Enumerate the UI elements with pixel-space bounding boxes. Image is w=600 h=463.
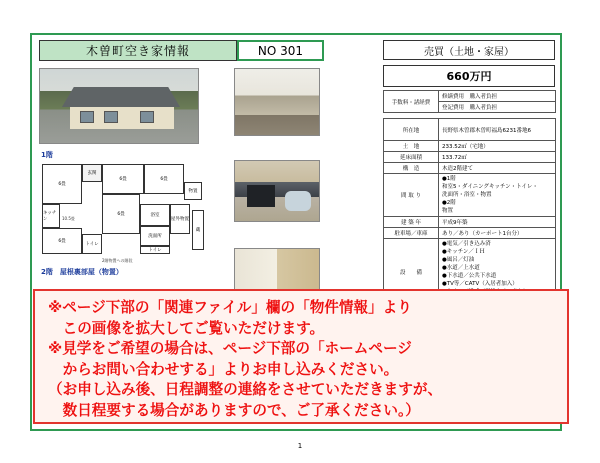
room-entrance: 玄関 <box>82 164 102 182</box>
layout-label: 間 取 り <box>384 174 439 217</box>
house-window <box>104 111 118 123</box>
parking-value: あり／あり（カーポート1台分） <box>439 228 556 239</box>
floor-area-label: 延床面積 <box>384 152 439 163</box>
fee-label: 手数料・諸経費 <box>384 91 439 113</box>
house-roof <box>62 87 180 107</box>
room-r5: 6畳 <box>102 194 140 234</box>
parking-label: 駐車場／車庫 <box>384 228 439 239</box>
equipment-line: ●TV等／CATV（入居者加入） <box>442 281 518 287</box>
land-label: 土 地 <box>384 141 439 152</box>
room-kitchen: キッチン <box>42 204 60 228</box>
house-exterior-photo <box>39 68 199 144</box>
built-label: 建 築 年 <box>384 217 439 228</box>
floor-area-value: 133.72㎡ <box>439 152 556 163</box>
sale-price: 660万円 <box>383 65 555 87</box>
notice-line: （お申し込み後、日程調整の連絡をさせていただきますが、 <box>48 381 443 398</box>
sale-type: 売買（土地・家屋） <box>383 40 555 60</box>
plan-note-stairs: 2階物置への階段 <box>102 258 133 263</box>
room-r3: 6畳 <box>144 164 184 194</box>
structure-value: 木造2階建て <box>439 163 556 174</box>
equipment-label: 設 備 <box>384 239 439 306</box>
equipment-line: ●下水道／公共下水道 <box>442 273 497 279</box>
spec-table <box>383 118 556 306</box>
built-value: 平成9年築 <box>439 217 556 228</box>
fee-row-registration: 登記費用 購入者負担 <box>439 102 556 113</box>
page-number: 1 <box>297 442 303 450</box>
layout-line: 洗面所・浴室・物置 <box>442 192 492 198</box>
floor1-label: 1階 <box>41 151 53 159</box>
tv-object <box>247 185 275 207</box>
property-number: NO 301 <box>237 40 324 61</box>
notice-line: 数日程要する場合がありますので、ご了承ください。） <box>48 401 420 419</box>
room-storage: 物置 <box>184 182 202 200</box>
notice-line: ※見学をご希望の場合は、ページ下部の「ホームページ <box>48 340 412 357</box>
floor2-label: 2階 屋根裏部屋（物置） <box>41 268 123 276</box>
equipment-line: ●水道／上水道 <box>442 265 480 271</box>
room-r2: 6畳 <box>102 164 144 194</box>
layout-value <box>439 174 556 217</box>
room-photo <box>234 160 320 222</box>
page-title: 木曽町空き家情報 <box>39 40 237 61</box>
bag-object <box>285 191 311 211</box>
room-shed: 蔵 <box>192 210 204 250</box>
floor-plan <box>38 160 206 263</box>
land-value: 233.52㎡（宅地） <box>439 141 556 152</box>
kitchen-photo <box>234 68 320 136</box>
house-window <box>80 111 94 123</box>
structure-label: 構 造 <box>384 163 439 174</box>
fee-row-repair: 修繕費用 購入者負担 <box>439 91 556 102</box>
room-r4: 6畳 <box>42 228 82 254</box>
plan-note-size: 10.5畳 <box>62 216 75 221</box>
notice-box <box>33 289 569 424</box>
layout-line: 物置 <box>442 208 454 214</box>
layout-line: ●2階 <box>442 200 456 206</box>
location-label: 所在地 <box>384 119 439 141</box>
equipment-line: ●キッチン／ＩＨ <box>442 249 485 255</box>
room-bath: 浴室 <box>140 204 170 226</box>
location-value: 長野県木曽郡木曽町福島6231番地6 <box>439 119 556 141</box>
notice-line: この画像を拡大してご覧いただけます。 <box>48 319 325 337</box>
stairs-photo <box>234 248 320 292</box>
notice-line: からお問い合わせする」よりお申し込みください。 <box>48 360 399 378</box>
room-outer-storage: 屋外物置 <box>170 204 190 234</box>
house-window <box>140 111 154 123</box>
room-toilet2: トイレ <box>140 246 170 254</box>
layout-line: ●1階 <box>442 176 456 182</box>
equipment-line: ●電気／引き込み済 <box>442 241 491 247</box>
room-r1: 6畳 <box>42 164 82 204</box>
room-toilet: トイレ <box>82 234 102 254</box>
equipment-line: ●風呂／灯油 <box>442 257 475 263</box>
notice-line: ※ページ下部の「関連ファイル」欄の「物件情報」より <box>48 299 412 316</box>
layout-line: 和室5・ダイニングキッチン・トイレ・ <box>442 184 538 190</box>
fee-table <box>383 90 556 113</box>
room-washroom: 洗面所 <box>140 226 170 246</box>
